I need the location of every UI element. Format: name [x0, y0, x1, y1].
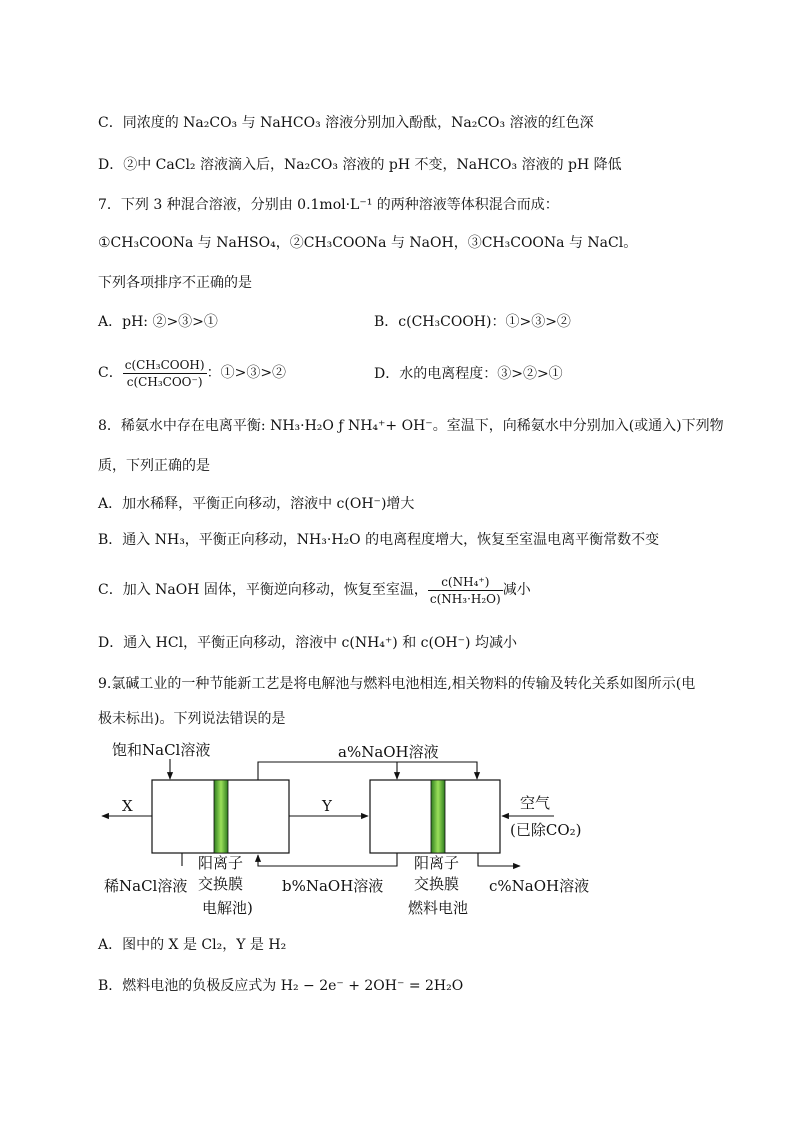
q8-option-b: B．通入 NH₃，平衡正向移动，NH₃·H₂O 的电离程度增大，恢复至室温电离平衡常数不变 — [98, 532, 660, 548]
dilute-nacl-label: 稀NaCl溶液 — [104, 877, 188, 895]
q8-stem-line2: 质，下列正确的是 — [98, 458, 210, 474]
q8-fraction-numerator: c(NH₄⁺) — [428, 574, 503, 591]
q7-option-d: D．水的电离程度：③>②>① — [374, 366, 563, 382]
q9-stem-line2: 极未标出)。下列说法错误的是 — [98, 711, 286, 727]
air-label: 空气 — [520, 794, 551, 812]
cation-membrane-2 — [431, 780, 445, 853]
air-note-label: (已除CO₂) — [510, 821, 582, 839]
b-naoh-label: b%NaOH溶液 — [282, 877, 384, 895]
q7-fraction-denominator: c(CH₃COO⁻) — [126, 374, 203, 389]
q7-option-b: B．c(CH₃COOH)：①>③>② — [374, 314, 571, 330]
q8-option-a: A．加水稀释，平衡正向移动，溶液中 c(OH⁻)增大 — [98, 496, 415, 512]
q8-option-c-suffix: 减小 — [502, 582, 531, 598]
q8-stem-line1: 8．稀氨水中存在电离平衡: NH₃·H₂O ƒ NH₄⁺+ OH⁻。室温下，向稀氨水中分别加入(或通入)下列物 — [98, 418, 724, 434]
c-naoh-label: c%NaOH溶液 — [489, 877, 590, 895]
b-naoh-arrow — [258, 853, 397, 866]
x-label: X — [122, 797, 133, 815]
q7-option-c-prefix: C． — [98, 365, 123, 381]
c-naoh-arrow — [478, 853, 520, 866]
q7-fraction-numerator: c(CH₃COOH) — [124, 357, 205, 372]
sat-nacl-label: 饱和NaCl溶液 — [112, 741, 211, 759]
q8-option-c — [98, 571, 531, 609]
a-naoh-label: a%NaOH溶液 — [338, 743, 439, 761]
q8-option-c-prefix: C．加入 NaOH 固体，平衡逆向移动，恢复至室温， — [98, 582, 428, 598]
q7-stem: 7．下列 3 种混合溶液，分别由 0.1mol·L⁻¹ 的两种溶液等体积混合而成： — [98, 197, 559, 213]
q9-option-a: A．图中的 X 是 Cl₂，Y 是 H₂ — [98, 937, 287, 953]
chlor-alkali-diagram — [92, 735, 602, 925]
pipe-connection — [258, 762, 477, 780]
q7-question: 下列各项排序不正确的是 — [98, 275, 252, 291]
q8-fraction-denominator: c(NH₃·H₂O) — [429, 591, 501, 606]
q8-option-d: D．通入 HCl，平衡正向移动，溶液中 c(NH₄⁺) 和 c(OH⁻) 均减小 — [98, 635, 517, 651]
q7-option-c — [98, 354, 286, 392]
y-label: Y — [322, 797, 332, 815]
q9-stem-line1: 9.氯碱工业的一种节能新工艺是将电解池与燃料电池相连,相关物料的传输及转化关系如图所示(电 — [98, 676, 696, 692]
membrane2-label-l2: 交换膜 — [414, 875, 460, 893]
q8-option-c-fraction — [428, 574, 503, 607]
electrolytic-cell-label: 电解池) — [202, 899, 253, 917]
membrane2-label-l1: 阳离子 — [414, 854, 460, 872]
fuel-cell-label: 燃料电池 — [408, 899, 469, 917]
q7-option-c-order: ：①>③>② — [206, 365, 287, 381]
q7-option-a: A．pH: ②>③>① — [98, 314, 218, 330]
q6-option-c: C．同浓度的 Na₂CO₃ 与 NaHCO₃ 溶液分别加入酚酞，Na₂CO₃ 溶液的红色深 — [98, 115, 594, 131]
q7-mixtures: ①CH₃COONa 与 NaHSO₄，②CH₃COONa 与 NaOH，③CH₃COONa 与 NaCl。 — [98, 235, 638, 251]
membrane1-label-l1: 阳离子 — [198, 854, 244, 872]
cation-membrane-1 — [214, 780, 228, 853]
membrane1-label-l2: 交换膜 — [198, 875, 244, 893]
q7-option-c-fraction — [123, 357, 207, 390]
q6-option-d: D．②中 CaCl₂ 溶液滴入后，Na₂CO₃ 溶液的 pH 不变，NaHCO₃ 溶液的 pH 降低 — [98, 157, 622, 173]
q9-option-b: B．燃料电池的负极反应式为 H₂ − 2e⁻ + 2OH⁻ = 2H₂O — [98, 978, 464, 994]
